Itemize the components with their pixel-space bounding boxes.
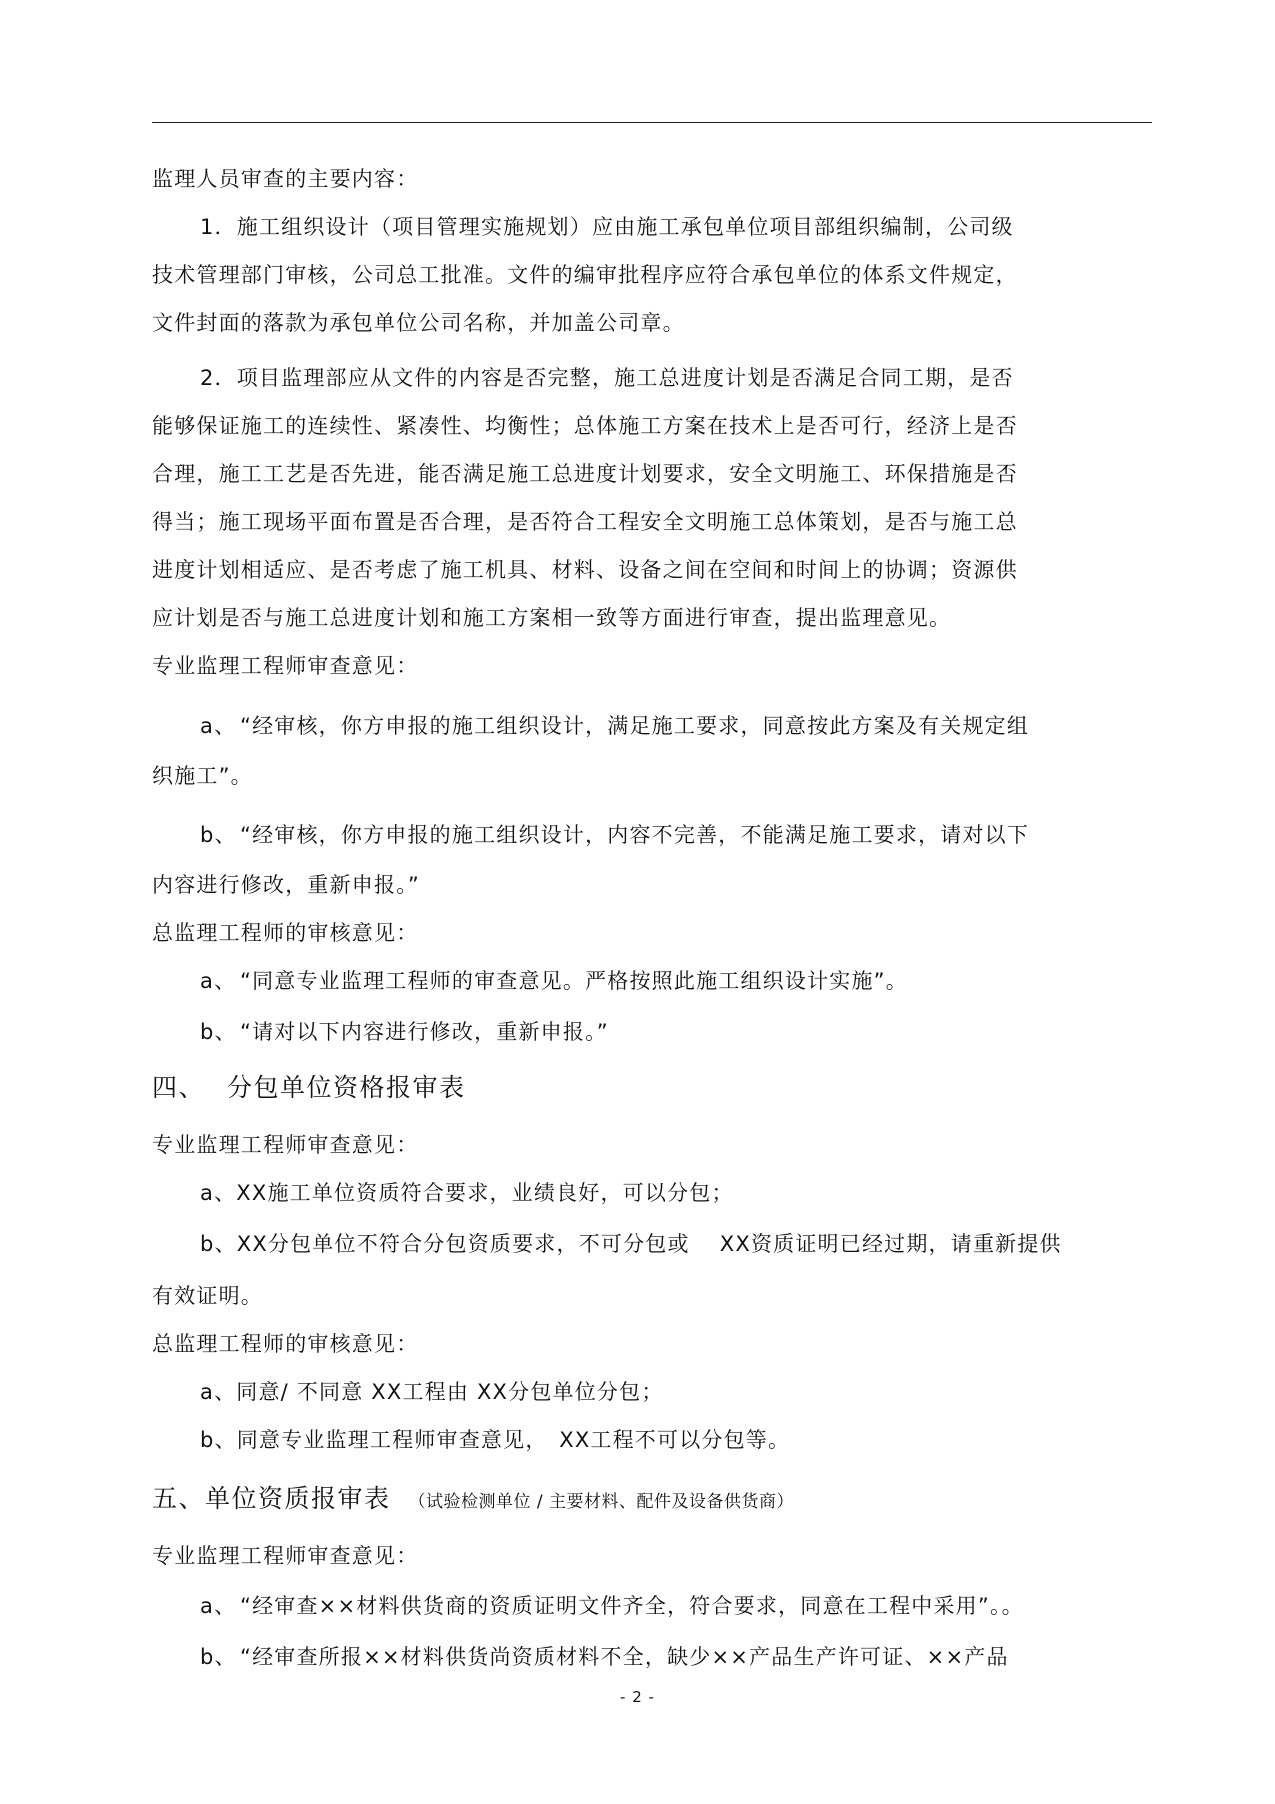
text-line: 得当；施工现场平面布置是否合理，是否符合工程安全文明施工总体策划，是否与施工总 (152, 510, 1018, 534)
option-line (200, 711, 1029, 741)
option-label: b、 (200, 1020, 237, 1044)
option-label: b、 (200, 823, 237, 847)
text-line: 2．项目监理部应从文件的内容是否完整，施工总进度计划是否满足合同工期，是否 (200, 366, 1014, 390)
text-line: a、同意/ 不同意 XX工程由 XX分包单位分包； (200, 1380, 664, 1404)
text-line: 总监理工程师的审核意见： (152, 921, 419, 945)
section-title: 分包单位资格报审表 (227, 1073, 466, 1102)
option-label: a、 (200, 1594, 237, 1618)
section-heading (152, 1072, 466, 1104)
text-line: b、XX分包单位不符合分包资质要求，不可分包或 XX资质证明已经过期，请重新提供 (200, 1232, 1062, 1256)
option-text: “经审核，你方申报的施工组织设计，内容不完善，不能满足施工要求，请对以下 (240, 823, 1030, 847)
text-line: 织施工”。 (152, 764, 253, 788)
page-number: - 2 - (620, 1688, 655, 1706)
option-line (200, 1017, 609, 1047)
text-line: 进度计划相适应、是否考虑了施工机具、材料、设备之间在空间和时间上的协调；资源供 (152, 558, 1018, 582)
text-line: a、XX施工单位资质符合要求，业绩良好，可以分包； (200, 1181, 734, 1205)
text-line: 总监理工程师的审核意见： (152, 1332, 419, 1356)
text-line: 监理人员审查的主要内容： (152, 167, 419, 191)
option-text: “请对以下内容进行修改，重新申报。” (240, 1020, 609, 1044)
text-line: 文件封面的落款为承包单位公司名称，并加盖公司章。 (152, 311, 685, 335)
text-line: 技术管理部门审核，公司总工批准。文件的编审批程序应符合承包单位的体系文件规定， (152, 263, 1018, 287)
text-line: b、同意专业监理工程师审查意见， XX工程不可以分包等。 (200, 1428, 791, 1452)
option-text: “经审查××材料供货商的资质证明文件齐全，符合要求，同意在工程中采用”。。 (240, 1594, 1024, 1618)
option-label: b、 (200, 1645, 237, 1669)
text-line: 专业监理工程师审查意见： (152, 1544, 419, 1568)
section-title: 五、单位资质报审表 (152, 1484, 391, 1513)
option-text: “经审核，你方申报的施工组织设计，满足施工要求，同意按此方案及有关规定组 (240, 714, 1030, 738)
option-label: a、 (200, 714, 237, 738)
option-line (200, 820, 1029, 850)
option-text: “同意专业监理工程师的审查意见。严格按照此施工组织设计实施”。 (240, 969, 908, 993)
option-line (200, 966, 908, 996)
section-subtitle: （试验检测单位 / 主要材料、配件及设备供货商） (408, 1492, 795, 1512)
section-heading (152, 1483, 794, 1518)
option-label: a、 (200, 969, 237, 993)
text-line: 有效证明。 (152, 1284, 263, 1308)
section-number: 四、 (152, 1073, 206, 1102)
text-line: 合理，施工工艺是否先进，能否满足施工总进度计划要求，安全文明施工、环保措施是否 (152, 462, 1018, 486)
header-rule (152, 122, 1152, 123)
option-text: “经审查所报××材料供货尚资质材料不全，缺少××产品生产许可证、××产品 (240, 1645, 1009, 1669)
text-line: 1．施工组织设计（项目管理实施规划）应由施工承包单位项目部组织编制，公司级 (200, 215, 1014, 239)
option-line (200, 1591, 1024, 1621)
option-line (200, 1642, 1009, 1672)
text-line: 专业监理工程师审查意见： (152, 1133, 419, 1157)
text-line: 能够保证施工的连续性、紧凑性、均衡性；总体施工方案在技术上是否可行，经济上是否 (152, 414, 1018, 438)
text-line: 内容进行修改，重新申报。” (152, 873, 420, 897)
text-line: 应计划是否与施工总进度计划和施工方案相一致等方面进行审查，提出监理意见。 (152, 606, 952, 630)
text-line: 专业监理工程师审查意见： (152, 654, 419, 678)
